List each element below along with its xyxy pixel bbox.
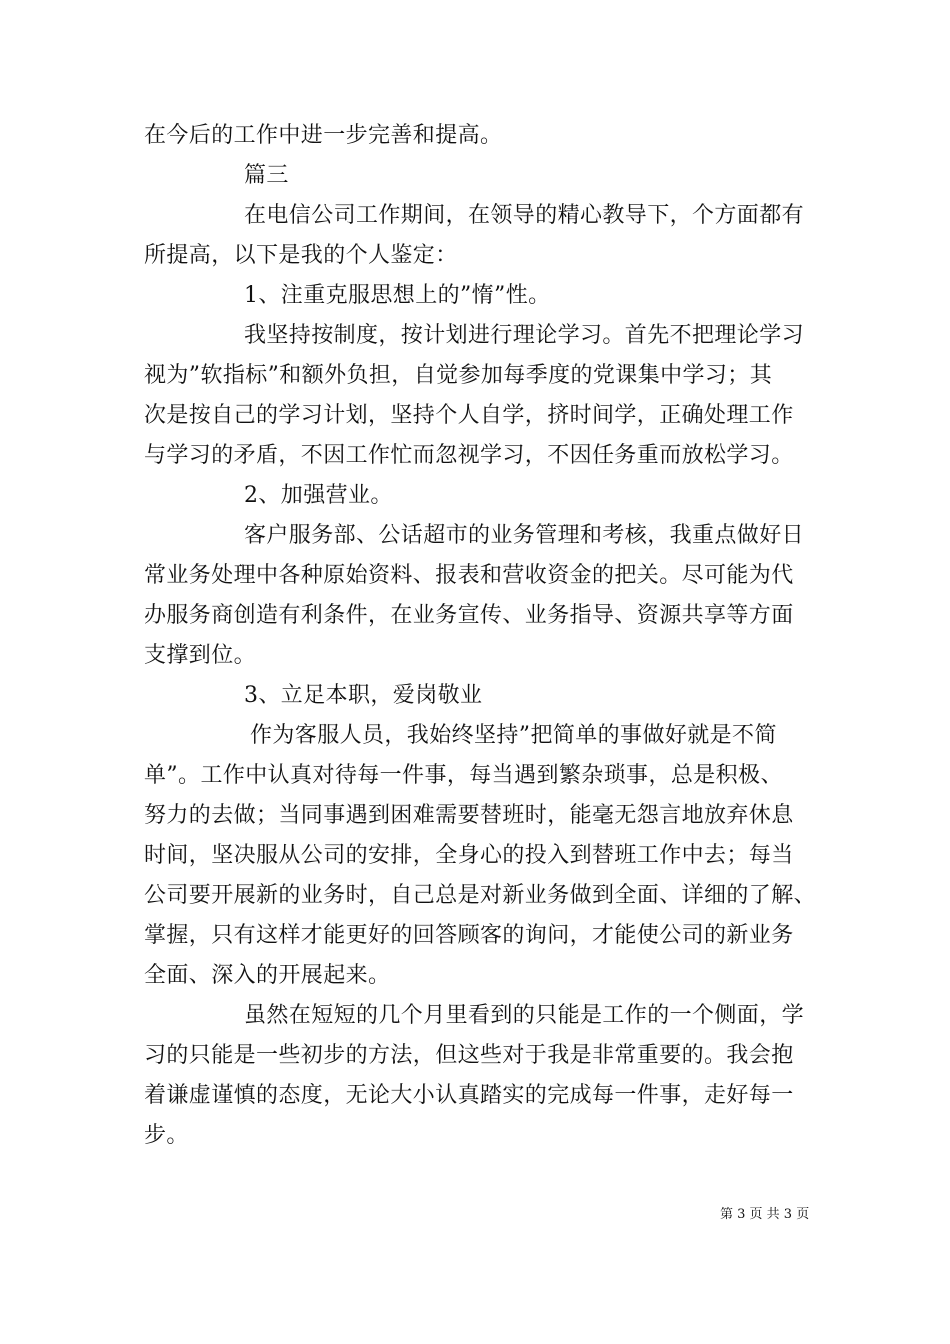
text-line: 努力的去做；当同事遇到困难需要替班时，能毫无怨言地放弃休息 xyxy=(144,803,794,828)
document-body xyxy=(144,116,817,1156)
text-line: 在电信公司工作期间，在领导的精心教导下，个方面都有 xyxy=(244,203,805,228)
text-line: 办服务商创造有利条件，在业务宣传、业务指导、资源共享等方面 xyxy=(144,603,794,628)
text-line: 虽然在短短的几个月里看到的只能是工作的一个侧面，学 xyxy=(244,1003,805,1028)
text-line: 掌握，只有这样才能更好的回答顾客的询问，才能使公司的新业务 xyxy=(144,923,794,948)
text-line: 视为”软指标”和额外负担，自觉参加每季度的党课集中学习；其 xyxy=(144,363,773,388)
text-line: 支撑到位。 xyxy=(144,643,257,668)
text-line: 步。 xyxy=(144,1123,189,1148)
section-heading: 篇三 xyxy=(244,163,289,188)
text-line: 时间，坚决服从公司的安排，全身心的投入到替班工作中去；每当 xyxy=(144,843,794,868)
text-line: 所提高，以下是我的个人鉴定： xyxy=(144,243,458,268)
subheading: 2、加强营业。 xyxy=(244,483,393,508)
text-line: 客户服务部、公话超市的业务管理和考核，我重点做好日 xyxy=(244,523,805,548)
text-line: 在今后的工作中进一步完善和提高。 xyxy=(144,123,503,148)
text-line: 作为客服人员，我始终坚持”把简单的事做好就是不简 xyxy=(250,723,777,748)
text-line: 我坚持按制度，按计划进行理论学习。首先不把理论学习 xyxy=(244,323,805,348)
text-line: 次是按自己的学习计划，坚持个人自学，挤时间学，正确处理工作 xyxy=(144,403,794,428)
text-line: 着谦虚谨慎的态度，无论大小认真踏实的完成每一件事，走好每一 xyxy=(144,1083,794,1108)
text-line: 习的只能是一些初步的方法，但这些对于我是非常重要的。我会抱 xyxy=(144,1043,794,1068)
text-line: 公司要开展新的业务时，自己总是对新业务做到全面、详细的了解、 xyxy=(144,883,817,908)
subheading: 3、立足本职，爱岗敬业 xyxy=(244,683,483,708)
subheading: 1、注重克服思想上的”惰”性。 xyxy=(244,283,551,308)
text-line: 单”。工作中认真对待每一件事，每当遇到繁杂琐事，总是积极、 xyxy=(144,763,783,788)
text-line: 与学习的矛盾，不因工作忙而忽视学习，不因任务重而放松学习。 xyxy=(144,443,794,468)
text-line: 全面、深入的开展起来。 xyxy=(144,963,391,988)
page-number-footer: 第 3 页 共 3 页 xyxy=(720,1207,810,1222)
text-line: 常业务处理中各种原始资料、报表和营收资金的把关。尽可能为代 xyxy=(144,563,794,588)
